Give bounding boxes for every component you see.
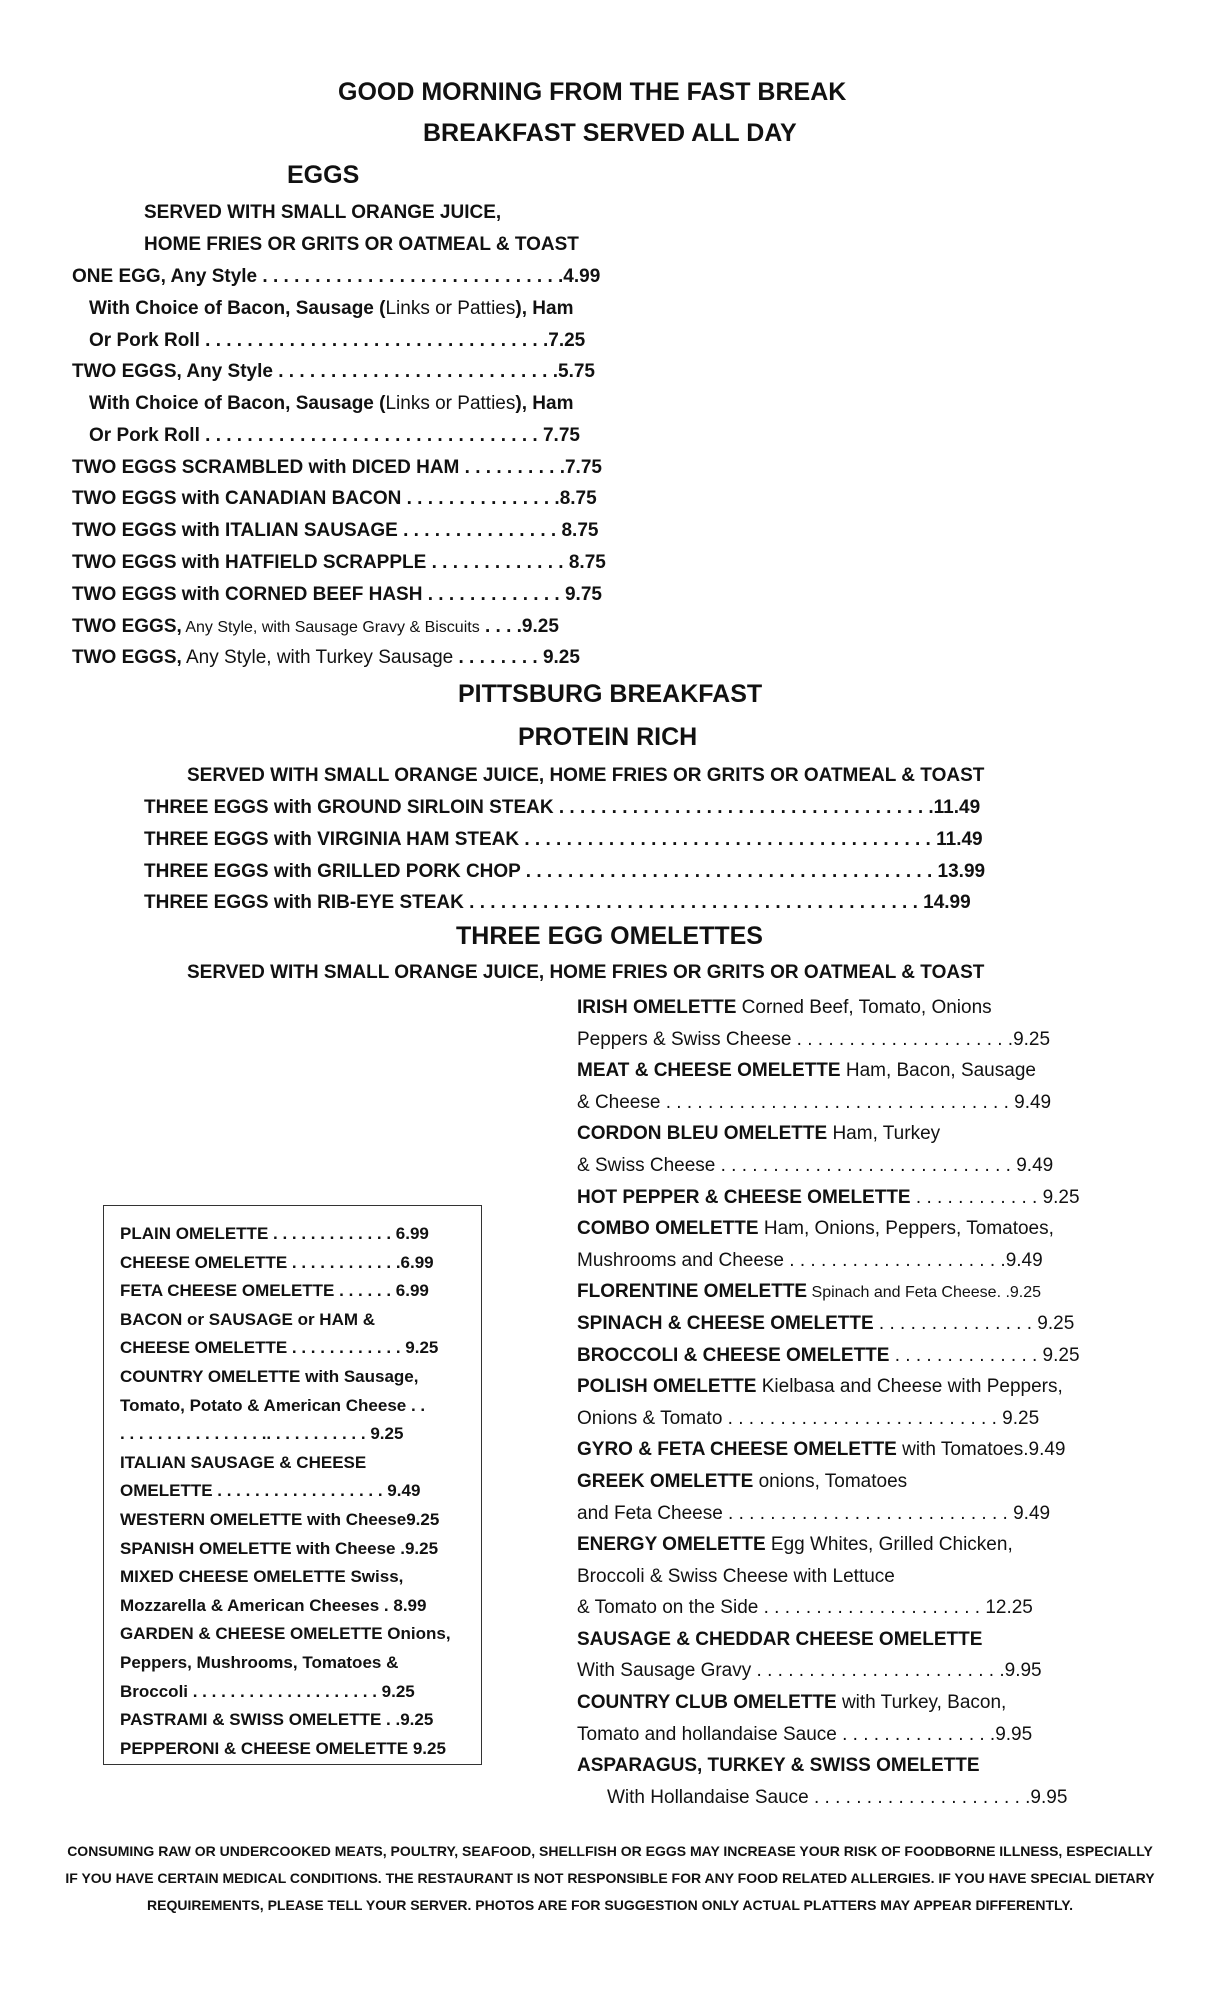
omelette-line: HOT PEPPER & CHEESE OMELETTE . . . . . . . . . . . . 9.25 [577, 1186, 1080, 1208]
omelettes-heading: THREE EGG OMELETTES [456, 922, 763, 950]
omelette-box-item: WESTERN OMELETTE with Cheese9.25 [120, 1509, 440, 1529]
list-item: With Choice of Bacon, Sausage (Links or Patties), Ham [89, 298, 574, 319]
list-item: TWO EGGS, Any Style . . . . . . . . . . . . . . . . . . . . . . . . . . .5.75 [72, 361, 595, 382]
omelette-line: & Swiss Cheese . . . . . . . . . . . . . . . . . . . . . . . . . . . . 9.49 [577, 1154, 1054, 1176]
pittsburg-heading: PITTSBURG BREAKFAST [458, 680, 763, 708]
list-item: THREE EGGS with VIRGINIA HAM STEAK . . . . . . . . . . . . . . . . . . . . . . . . . . . . . . . . . . . . . . . 11.49 [144, 829, 983, 850]
omelettes-served: SERVED WITH SMALL ORANGE JUICE, HOME FRIES OR GRITS OR OATMEAL & TOAST [187, 962, 985, 983]
omelette-line: Onions & Tomato . . . . . . . . . . . . . . . . . . . . . . . . . . 9.25 [577, 1407, 1040, 1429]
omelette-line: COUNTRY CLUB OMELETTE with Turkey, Bacon, [577, 1692, 1007, 1714]
omelette-line: Tomato and hollandaise Sauce . . . . . . . . . . . . . . .9.95 [577, 1723, 1033, 1745]
omelette-box-item: CHEESE OMELETTE . . . . . . . . . . . . 9.25 [120, 1338, 439, 1358]
omelette-box-item: Mozzarella & American Cheeses . 8.99 [120, 1595, 427, 1615]
omelette-line: With Hollandaise Sauce . . . . . . . . . . . . . . . . . . . . .9.95 [607, 1786, 1068, 1808]
omelette-line: Broccoli & Swiss Cheese with Lettuce [577, 1565, 895, 1587]
list-item: Or Pork Roll . . . . . . . . . . . . . . . . . . . . . . . . . . . . . . . . 7.75 [89, 425, 580, 446]
omelette-line: POLISH OMELETTE Kielbasa and Cheese with Peppers, [577, 1376, 1063, 1398]
omelette-line: CORDON BLEU OMELETTE Ham, Turkey [577, 1123, 941, 1145]
list-item: ONE EGG, Any Style . . . . . . . . . . . . . . . . . . . . . . . . . . . . .4.99 [72, 266, 601, 287]
omelette-box-item: SPANISH OMELETTE with Cheese .9.25 [120, 1538, 439, 1558]
omelette-line: GREEK OMELETTE onions, Tomatoes [577, 1470, 908, 1492]
omelette-line: SPINACH & CHEESE OMELETTE . . . . . . . . . . . . . . . 9.25 [577, 1312, 1075, 1334]
list-item: With Choice of Bacon, Sausage (Links or Patties), Ham [89, 393, 574, 414]
list-item: TWO EGGS with CANADIAN BACON . . . . . . . . . . . . . . .8.75 [72, 488, 597, 509]
list-item: THREE EGGS with GRILLED PORK CHOP . . . . . . . . . . . . . . . . . . . . . . . . . . . . . . . . . . . . . . . 13.99 [144, 861, 986, 882]
list-item: TWO EGGS with CORNED BEEF HASH . . . . . . . . . . . . . 9.75 [72, 584, 602, 605]
list-item: TWO EGGS SCRAMBLED with DICED HAM . . . . . . . . . .7.75 [72, 457, 602, 478]
omelette-box-item: OMELETTE . . . . . . . . . . . . . . . . . . 9.49 [120, 1481, 421, 1501]
omelette-box-item: Peppers, Mushrooms, Tomatoes & [120, 1652, 399, 1672]
omelette-box [103, 1205, 482, 1765]
omelette-box-item: BACON or SAUSAGE or HAM & [120, 1309, 376, 1329]
pittsburg-subheading: PROTEIN RICH [518, 723, 698, 751]
omelette-line: MEAT & CHEESE OMELETTE Ham, Bacon, Sausage [577, 1060, 1036, 1082]
eggs-served-line1: SERVED WITH SMALL ORANGE JUICE, [144, 202, 502, 223]
omelette-box-item: PEPPERONI & CHEESE OMELETTE 9.25 [120, 1738, 446, 1758]
omelette-line: Mushrooms and Cheese . . . . . . . . . . . . . . . . . . . . .9.49 [577, 1249, 1043, 1271]
omelette-list [577, 992, 1080, 1813]
omelette-line: ENERGY OMELETTE Egg Whites, Grilled Chicken, [577, 1534, 1013, 1556]
omelette-line: ASPARAGUS, TURKEY & SWISS OMELETTE [577, 1755, 980, 1777]
omelette-line: FLORENTINE OMELETTE Spinach and Feta Cheese. .9.25 [577, 1281, 1042, 1303]
omelette-line: and Feta Cheese . . . . . . . . . . . . . . . . . . . . . . . . . . . 9.49 [577, 1502, 1051, 1524]
omelette-line: SAUSAGE & CHEDDAR CHEESE OMELETTE [577, 1628, 983, 1650]
omelette-box-item: ITALIAN SAUSAGE & CHEESE [120, 1452, 367, 1472]
omelette-box-item: MIXED CHEESE OMELETTE Swiss, [120, 1567, 404, 1587]
omelette-box-item: Broccoli . . . . . . . . . . . . . . . . . . . . 9.25 [120, 1681, 415, 1701]
list-item: THREE EGGS with RIB-EYE STEAK . . . . . . . . . . . . . . . . . . . . . . . . . . . . . . . . . . . . . . . . . . . 14.99 [144, 892, 971, 913]
omelette-line: BROCCOLI & CHEESE OMELETTE . . . . . . . . . . . . . . 9.25 [577, 1344, 1080, 1366]
omelette-box-item: . . . . . . . . . . . . . . . .. . . . . . . . . . . 9.25 [120, 1424, 404, 1444]
omelette-box-item: PASTRAMI & SWISS OMELETTE . .9.25 [120, 1710, 434, 1730]
list-item: TWO EGGS with ITALIAN SAUSAGE . . . . . . . . . . . . . . . 8.75 [72, 520, 599, 541]
eggs-heading: EGGS [287, 161, 360, 189]
list-item: TWO EGGS, Any Style, with Sausage Gravy & Biscuits . . . .9.25 [72, 616, 559, 637]
omelette-box-item: COUNTRY OMELETTE with Sausage, [120, 1366, 419, 1386]
omelette-line: & Tomato on the Side . . . . . . . . . . . . . . . . . . . . . 12.25 [577, 1597, 1033, 1619]
omelette-box-list [120, 1220, 451, 1763]
page-title: GOOD MORNING FROM THE FAST BREAK [338, 78, 847, 106]
pittsburg-served: SERVED WITH SMALL ORANGE JUICE, HOME FRIES OR GRITS OR OATMEAL & TOAST [187, 765, 985, 786]
page-subtitle: BREAKFAST SERVED ALL DAY [423, 119, 797, 147]
omelette-line: COMBO OMELETTE Ham, Onions, Peppers, Tomatoes, [577, 1218, 1054, 1240]
list-item: TWO EGGS, Any Style, with Turkey Sausage . . . . . . . . 9.25 [72, 647, 580, 668]
omelette-line: IRISH OMELETTE Corned Beef, Tomato, Onions [577, 997, 992, 1018]
omelette-box-item: PLAIN OMELETTE . . . . . . . . . . . . . 6.99 [120, 1224, 429, 1243]
omelette-box-item: GARDEN & CHEESE OMELETTE Onions, [120, 1624, 451, 1644]
list-item: Or Pork Roll . . . . . . . . . . . . . . . . . . . . . . . . . . . . . . . . .7.25 [89, 330, 586, 351]
eggs-served-line2: HOME FRIES OR GRITS OR OATMEAL & TOAST [144, 234, 579, 255]
omelette-line: With Sausage Gravy . . . . . . . . . . . . . . . . . . . . . . . .9.95 [577, 1660, 1042, 1682]
omelette-box-item: FETA CHEESE OMELETTE . . . . . . 6.99 [120, 1281, 429, 1301]
omelette-box-item: Tomato, Potato & American Cheese . . [120, 1395, 426, 1415]
list-item: THREE EGGS with GROUND SIRLOIN STEAK . . . . . . . . . . . . . . . . . . . . . . . . . . . . . . . . . . . .11.49 [144, 797, 981, 818]
omelette-box-item: CHEESE OMELETTE . . . . . . . . . . . .6.99 [120, 1252, 434, 1272]
list-item: TWO EGGS with HATFIELD SCRAPPLE . . . . . . . . . . . . . 8.75 [72, 552, 606, 573]
omelette-line: & Cheese . . . . . . . . . . . . . . . . . . . . . . . . . . . . . . . . . 9.49 [577, 1091, 1052, 1113]
disclaimer: CONSUMING RAW OR UNDERCOOKED MEATS, POULTRY, SEAFOOD, SHELLFISH OR EGGS MAY INCREASE YOUR RISK OF FOODBORNE ILLNESS, ESPECIALLY IF YOU HAVE CERTAIN MEDICAL CONDITIONS. THE RESTAURANT IS NOT RESPONSIBLE FOR ANY FOOD RELATED ALLERGIES. IF YOU HAVE SPECIAL DIETARY REQUIREMENTS, PLEASE TELL YOUR SERVER. PHOTOS ARE FOR SUGGESTION ONLY ACTUAL PLATTERS MAY APPEAR DIFFERENTLY. [65, 1843, 1155, 1913]
omelette-line: Peppers & Swiss Cheese . . . . . . . . . . . . . . . . . . . . .9.25 [577, 1028, 1051, 1050]
omelette-line: GYRO & FETA CHEESE OMELETTE with Tomatoes.9.49 [577, 1439, 1066, 1461]
